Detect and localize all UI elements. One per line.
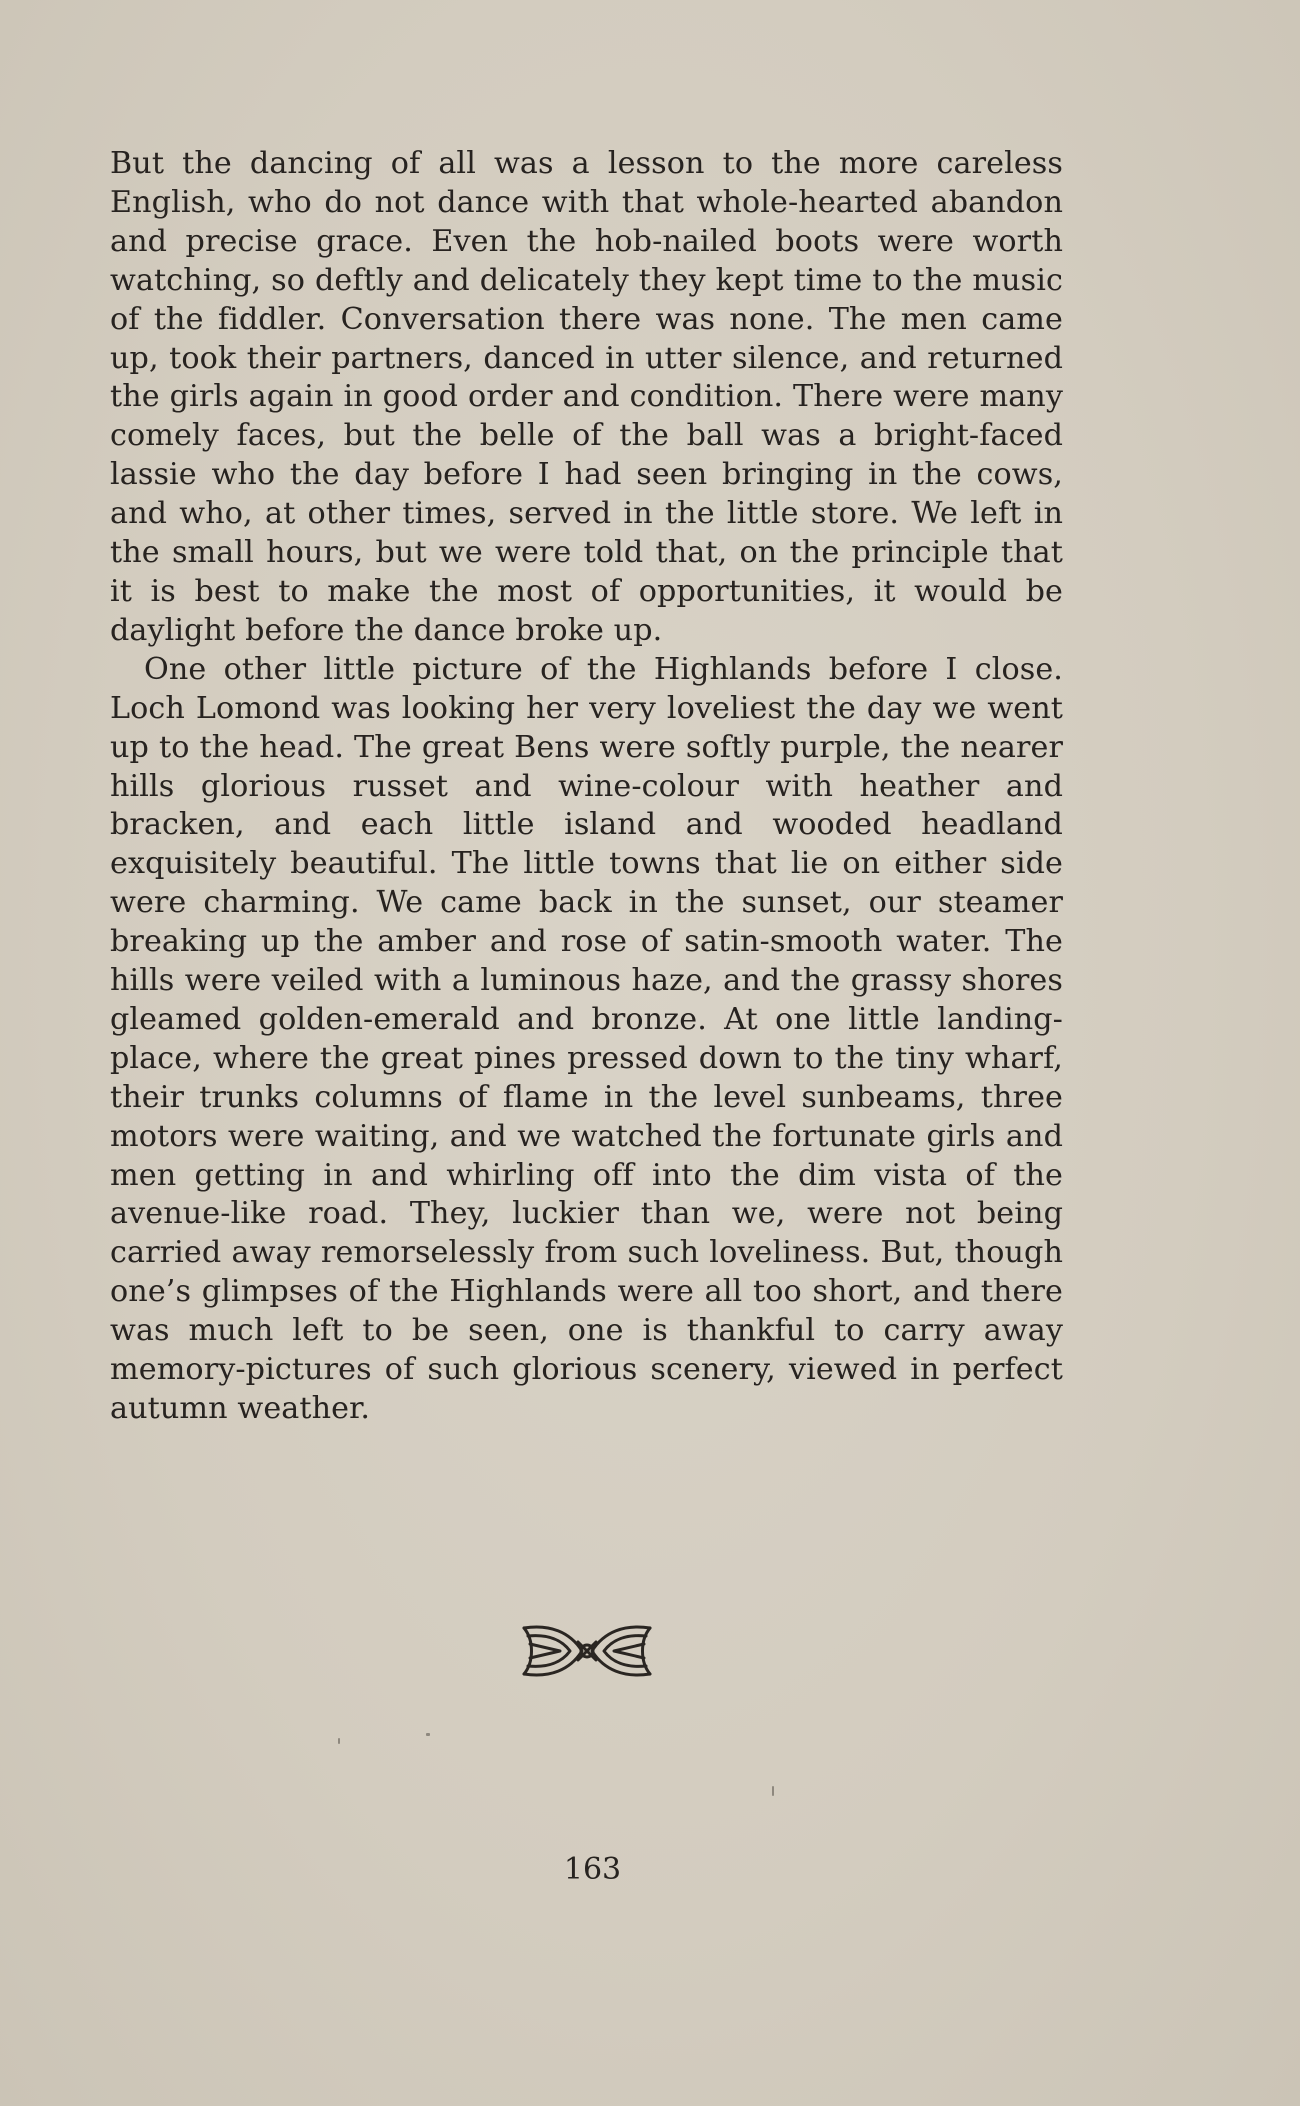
paper-speck	[426, 1733, 430, 1736]
page-number: 163	[563, 1852, 622, 1887]
paragraph-dancing: But the dancing of all was a lesson to the more careless English, who do not dance with that whole-hearted abandon and precise grace. Even the hob-nailed boots were worth watching, so deftly and delicately they kept time to the music of the fiddler. Conversation there was none. The men came up, took their partners, danced in utter silence, and returned the girls again in good order and condition. There were many comely faces, but the belle of the ball was a bright-faced lassie who the day before I had seen bringing in the cows, and who, at other times, served in the little store. We left in the small hours, but we were told that, on the principle that it is best to make the most of opportunities, it would be daylight before the dance broke up.	[110, 146, 1063, 648]
body-text	[110, 145, 1063, 1429]
knotwork-ornament-icon	[520, 1618, 654, 1684]
paper-speck	[338, 1738, 340, 1744]
paper-speck	[772, 1786, 774, 1796]
paragraph-loch-lomond: One other little picture of the Highlands before I close. Loch Lomond was looking her very loveliest the day we went up to the head. The great Bens were softly purple, the nearer hills glorious russet and wine-colour with heather and bracken, and each little island and wooded headland exquisitely beautiful. The little towns that lie on either side were charming. We came back in the sunset, our steamer breaking up the amber and rose of satin-smooth water. The hills were veiled with a luminous haze, and the grassy shores gleamed golden-emerald and bronze. At one little landing-place, where the great pines pressed down to the tiny wharf, their trunks columns of flame in the level sunbeams, three motors were waiting, and we watched the fortunate girls and men getting in and whirling off into the dim vista of the avenue-like road. They, luckier than we, were not being carried away remorselessly from such loveliness. But, though one’s glimpses of the Highlands were all too short, and there was much left to be seen, one is thankful to carry away memory-pictures of such glorious scenery, viewed in perfect autumn weather.	[110, 651, 1063, 1426]
